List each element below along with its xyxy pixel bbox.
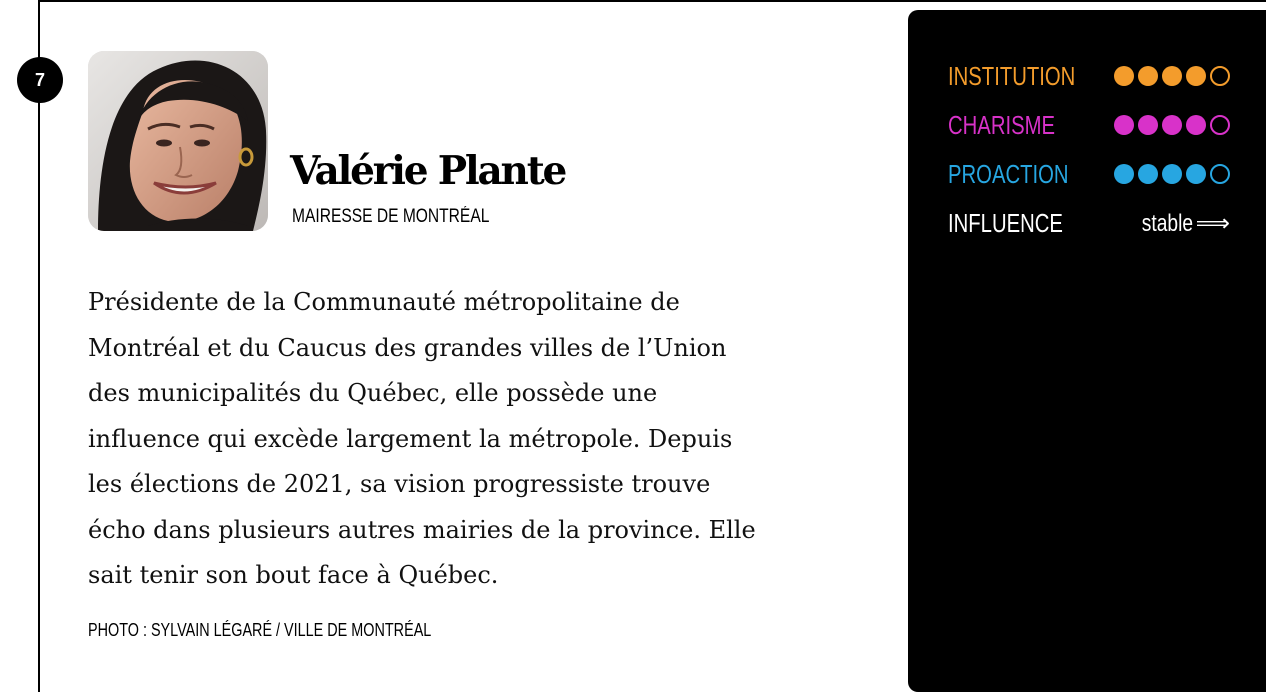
score-label: INSTITUTION bbox=[948, 61, 1076, 91]
score-row-charisme bbox=[948, 109, 1230, 141]
score-panel bbox=[908, 10, 1266, 692]
photo-credit: PHOTO : SYLVAIN LÉGARÉ / VILLE DE MONTRÉAL bbox=[88, 620, 432, 640]
bio-line: Présidente de la Communauté métropolitaine de bbox=[88, 288, 680, 316]
rating-dot-filled bbox=[1186, 164, 1206, 184]
influence-label: INFLUENCE bbox=[948, 208, 1063, 238]
score-row-institution bbox=[948, 60, 1230, 92]
person-name: Valérie Plante bbox=[290, 148, 566, 194]
rating-dot-filled bbox=[1186, 66, 1206, 86]
rating-dot-filled bbox=[1138, 164, 1158, 184]
rating-dot-filled bbox=[1114, 115, 1134, 135]
score-rating bbox=[1114, 115, 1230, 135]
rating-dot-filled bbox=[1114, 164, 1134, 184]
bio-line: sait tenir son bout face à Québec. bbox=[88, 561, 499, 589]
person-role: MAIRESSE DE MONTRÉAL bbox=[292, 206, 490, 227]
bio-line: influence qui excède largement la métropole. Depuis bbox=[88, 424, 733, 453]
score-rating bbox=[1114, 164, 1230, 184]
rating-dot-empty bbox=[1210, 115, 1230, 135]
score-label: PROACTION bbox=[948, 159, 1069, 189]
bio-line: Montréal et du Caucus des grandes villes de l’Union bbox=[88, 333, 727, 362]
score-row-proaction bbox=[948, 158, 1230, 190]
trend-text: stable bbox=[1141, 210, 1194, 237]
bio-line: des municipalités du Québec, elle possède une bbox=[88, 379, 658, 407]
rating-dot-filled bbox=[1162, 66, 1182, 86]
rank-badge: 7 bbox=[17, 57, 63, 103]
rating-dot-filled bbox=[1138, 66, 1158, 86]
score-rating bbox=[1114, 66, 1230, 86]
portrait-photo bbox=[88, 51, 268, 231]
score-row-influence bbox=[948, 207, 1230, 239]
rating-dot-filled bbox=[1162, 115, 1182, 135]
rating-dot-empty bbox=[1210, 66, 1230, 86]
influence-trend bbox=[1129, 207, 1230, 243]
bio-line: écho dans plusieurs autres mairies de la province. Elle bbox=[88, 515, 756, 544]
rating-dot-filled bbox=[1138, 115, 1158, 135]
bio-paragraph bbox=[88, 280, 858, 599]
rating-dot-filled bbox=[1186, 115, 1206, 135]
rating-dot-filled bbox=[1162, 164, 1182, 184]
rating-dot-filled bbox=[1114, 66, 1134, 86]
rating-dot-empty bbox=[1210, 164, 1230, 184]
bio-line: les élections de 2021, sa vision progressiste trouve bbox=[88, 470, 711, 498]
score-label: CHARISME bbox=[948, 110, 1056, 140]
double-arrow-right-icon: ⟹ bbox=[1195, 209, 1230, 237]
